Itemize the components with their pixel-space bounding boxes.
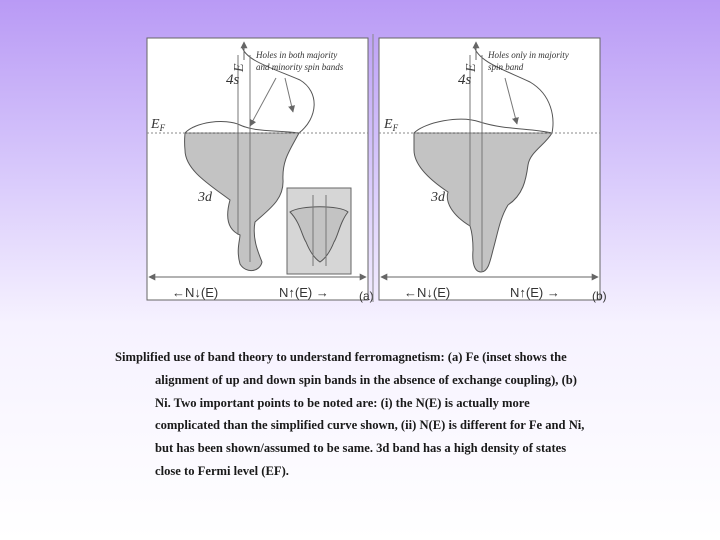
panel-b-fermi-sub: F bbox=[392, 123, 399, 133]
caption-line-5: but has been shown/assumed to be same. 3d band has a high density of states bbox=[155, 441, 567, 456]
panel-b-annotation-line1: Holes only in majority bbox=[488, 50, 569, 60]
panel-a-4s-label: 4s bbox=[226, 72, 240, 88]
panel-b bbox=[379, 38, 607, 303]
panel-a-fermi-e: E bbox=[151, 117, 160, 132]
panel-a-n-up-label: N↑(E) → bbox=[279, 285, 329, 300]
panel-a-n-down-label: ←N↓(E) bbox=[172, 285, 219, 300]
caption-line-3: Ni. Two important points to be noted are: (i) the N(E) is actually more bbox=[155, 395, 530, 410]
caption-line-1: Simplified use of band theory to understand ferromagnetism: (a) Fe (inset shows the bbox=[115, 350, 567, 364]
panel-a-e-label: E bbox=[232, 63, 247, 72]
panel-b-4s-label: 4s bbox=[458, 72, 472, 88]
panel-b-e-label: E bbox=[464, 63, 479, 72]
panel-b-fermi-e: E bbox=[384, 117, 393, 132]
panel-b-label: (b) bbox=[592, 289, 607, 303]
panel-a-inset bbox=[287, 188, 351, 274]
caption-line-6: close to Fermi level (EF). bbox=[155, 463, 289, 478]
panel-a-3d-label: 3d bbox=[198, 190, 212, 205]
panel-a bbox=[147, 38, 374, 303]
figure-caption bbox=[115, 346, 635, 483]
caption-line-4: complicated than the simplified curve shown, (ii) N(E) is different for Fe and Ni, bbox=[155, 418, 585, 433]
panel-a-label: (a) bbox=[359, 289, 374, 303]
panel-b-annotation-line2: spin band bbox=[488, 62, 524, 72]
panel-a-annotation-line2: and minority spin bands bbox=[256, 62, 344, 72]
panel-b-n-down-label: ←N↓(E) bbox=[404, 285, 451, 300]
caption-line-2: alignment of up and down spin bands in the absence of exchange coupling), (b) bbox=[155, 372, 577, 387]
panel-b-3d-label: 3d bbox=[431, 190, 445, 205]
panel-b-n-up-label: N↑(E) → bbox=[510, 285, 560, 300]
panel-a-annotation-line1: Holes in both majority bbox=[256, 50, 338, 60]
panel-a-fermi-sub: F bbox=[159, 123, 166, 133]
